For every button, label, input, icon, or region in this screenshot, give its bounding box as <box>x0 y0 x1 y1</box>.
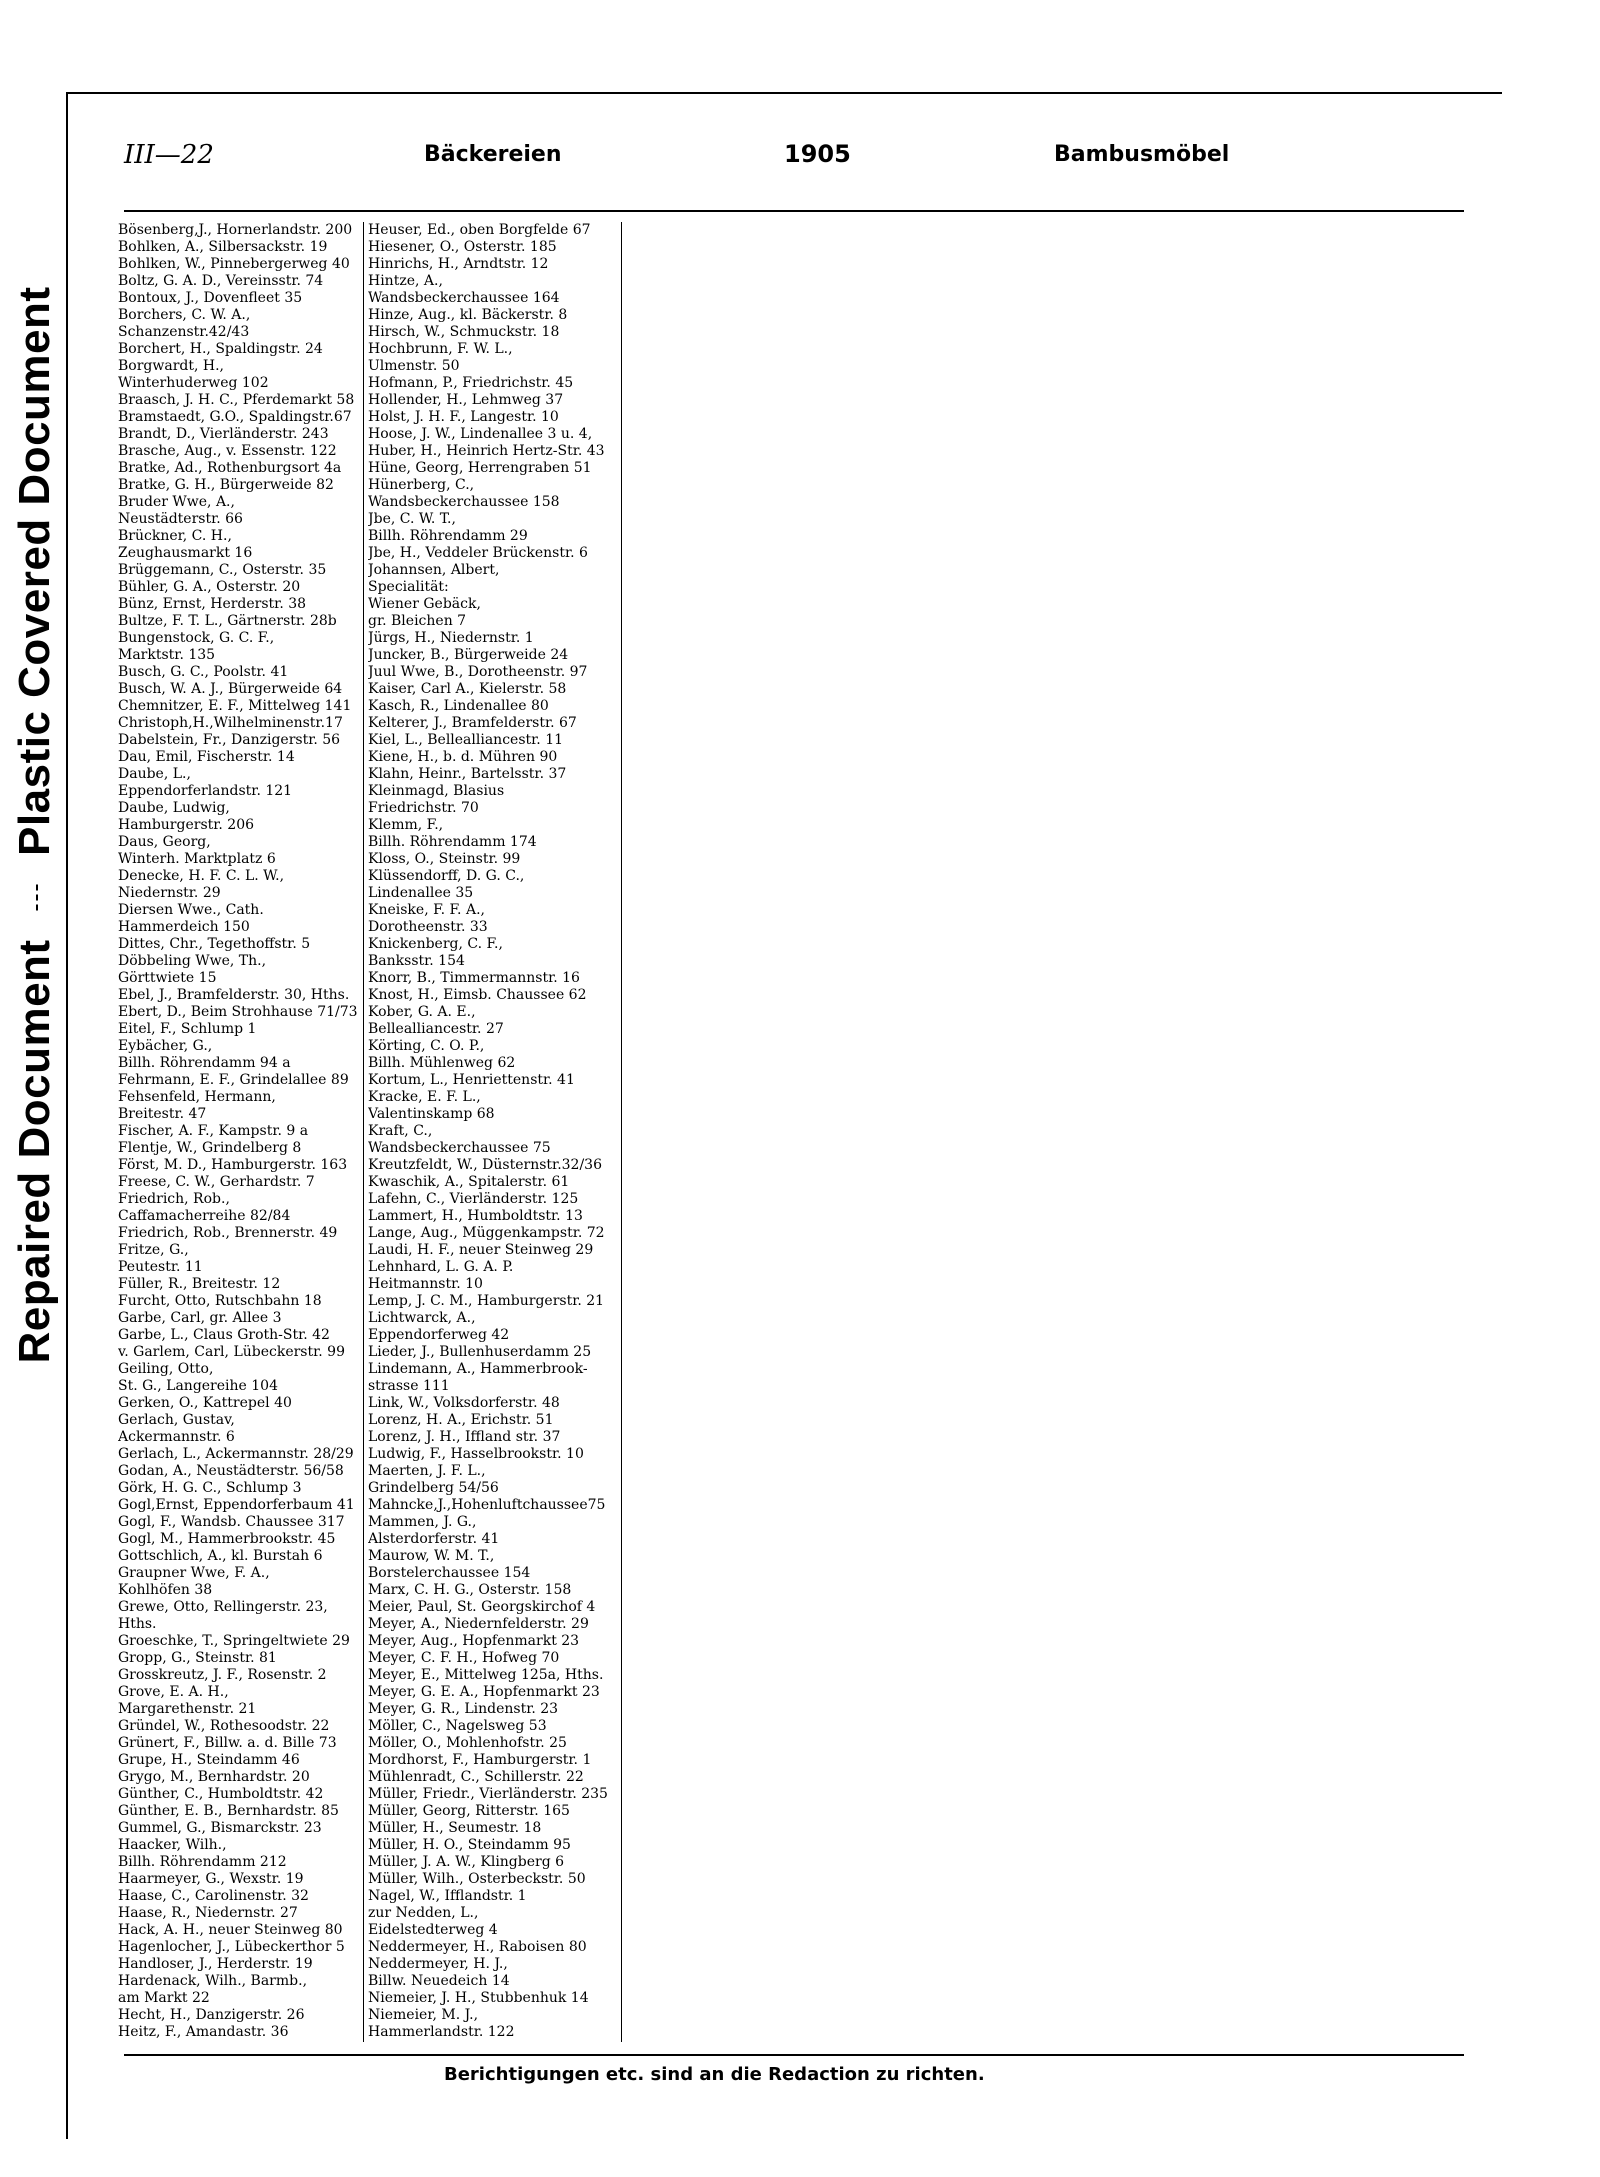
column-line: Busch, W. A. J., Bürgerweide 64 <box>118 681 343 697</box>
column-line: Grygo, M., Bernhardstr. 20 <box>118 1769 310 1785</box>
column-line: Hack, A. H., neuer Steinweg 80 <box>118 1922 343 1938</box>
column-line: Neddermeyer, H., Raboisen 80 <box>368 1939 587 1955</box>
column-line: Ebert, D., Beim Strohhause 71/73 <box>118 1004 358 1020</box>
column-line: Margarethenstr. 21 <box>118 1701 257 1717</box>
column-line: Bratke, Ad., Rothenburgsort 4a <box>118 460 342 476</box>
column-line: Diersen Wwe., Cath. <box>118 902 264 918</box>
column-line: Müller, Wilh., Osterbeckstr. 50 <box>368 1871 586 1887</box>
document-stamp <box>0 260 70 1390</box>
column-line: Bontoux, J., Dovenfleet 35 <box>118 290 303 306</box>
column-line: Lemp, J. C. M., Hamburgerstr. 21 <box>368 1293 605 1309</box>
column-line: Kloss, O., Steinstr. 99 <box>368 851 521 867</box>
column-line: Ebel, J., Bramfelderstr. 30, Hths. <box>118 987 350 1003</box>
column-line: Hirsch, W., Schmuckstr. 18 <box>368 324 560 340</box>
column-line: Dorotheenstr. 33 <box>368 919 488 935</box>
column-line: Dabelstein, Fr., Danzigerstr. 56 <box>118 732 341 748</box>
column-line: Fehsenfeld, Hermann, <box>118 1089 276 1105</box>
column-line: Peutestr. 11 <box>118 1259 203 1275</box>
column-line: Eitel, F., Schlump 1 <box>118 1021 257 1037</box>
column-line: Hecht, H., Danzigerstr. 26 <box>118 2007 305 2023</box>
column-line: Huber, H., Heinrich Hertz-Str. 43 <box>368 443 605 459</box>
column-line: Kleinmagd, Blasius <box>368 783 505 799</box>
column-line: Klahn, Heinr., Bartelsstr. 37 <box>368 766 567 782</box>
column-line: Hochbrunn, F. W. L., <box>368 341 513 357</box>
column-line: Först, M. D., Hamburgerstr. 163 <box>118 1157 348 1173</box>
column-line: Meyer, G. E. A., Hopfenmarkt 23 <box>368 1684 600 1700</box>
column-line: Kohlhöfen 38 <box>118 1582 213 1598</box>
column-1 <box>118 222 368 2042</box>
column-line: Gerken, O., Kattrepel 40 <box>118 1395 292 1411</box>
column-line: Schanzenstr.42/43 <box>118 324 250 340</box>
column-line: Eidelstedterweg 4 <box>368 1922 498 1938</box>
column-line: Friedrichstr. 70 <box>368 800 479 816</box>
column-line: Gummel, G., Bismarckstr. 23 <box>118 1820 322 1836</box>
header-year: 1905 <box>784 140 851 168</box>
column-line: Brüggemann, C., Osterstr. 35 <box>118 562 327 578</box>
column-line: Knost, H., Eimsb. Chaussee 62 <box>368 987 587 1003</box>
column-line: Wandsbeckerchaussee 158 <box>368 494 560 510</box>
column-line: Meier, Paul, St. Georgskirchof 4 <box>368 1599 596 1615</box>
column-line: Füller, R., Breitestr. 12 <box>118 1276 281 1292</box>
column-separator <box>621 222 622 2042</box>
column-line <box>368 2041 618 2042</box>
column-line: Gründel, W., Rothesoodstr. 22 <box>118 1718 330 1734</box>
column-line: Niemeier, M. J., <box>368 2007 479 2023</box>
column-line: Haase, R., Niedernstr. 27 <box>118 1905 298 1921</box>
column-line: Furcht, Otto, Rutschbahn 18 <box>118 1293 322 1309</box>
column-line: Gerlach, Gustav, <box>118 1412 235 1428</box>
column-line: Körting, C. O. P., <box>368 1038 485 1054</box>
column-line: Meyer, C. F. H., Hofweg 70 <box>368 1650 560 1666</box>
column-line: Specialität: <box>368 579 449 595</box>
column-line: Breitestr. 47 <box>118 1106 207 1122</box>
column-line: Gogl,Ernst, Eppendorferbaum 41 <box>118 1497 355 1513</box>
column-line: Juul Wwe, B., Dorotheenstr. 97 <box>368 664 588 680</box>
column-line: Brückner, C. H., <box>118 528 232 544</box>
column-line: strasse 111 <box>368 1378 450 1394</box>
column-line: Jbe, H., Veddeler Brückenstr. 6 <box>368 545 588 561</box>
header-right-title: Bambusmöbel <box>1054 142 1230 167</box>
column-line: Gropp, G., Steinstr. 81 <box>118 1650 277 1666</box>
column-line: Neustädterstr. 66 <box>118 511 243 527</box>
column-line: Bramstaedt, G.O., Spaldingstr.67 <box>118 409 352 425</box>
column-line: Hths. <box>118 1616 157 1632</box>
column-line: Wandsbeckerchaussee 164 <box>368 290 560 306</box>
column-line: Grupe, H., Steindamm 46 <box>118 1752 300 1768</box>
column-line: Lindemann, A., Hammerbrook- <box>368 1361 588 1377</box>
column-line: Borchert, H., Spaldingstr. 24 <box>118 341 323 357</box>
column-line: Hardenack, Wilh., Barmb., <box>118 1973 308 1989</box>
column-line: Gogl, M., Hammerbrookstr. 45 <box>118 1531 336 1547</box>
column-line: Hinze, Aug., kl. Bäckerstr. 8 <box>368 307 568 323</box>
column-line: Handloser, J., Herderstr. 19 <box>118 1956 313 1972</box>
column-line: Müller, H. O., Steindamm 95 <box>368 1837 571 1853</box>
column-line: Alsterdorferstr. 41 <box>368 1531 500 1547</box>
column-line: Valentinskamp 68 <box>368 1106 495 1122</box>
column-line: Eppendorferlandstr. 121 <box>118 783 293 799</box>
column-2 <box>368 222 618 2042</box>
page-code: III—22 <box>124 140 214 170</box>
column-line: Knickenberg, C. F., <box>368 936 503 952</box>
column-line: Eppendorferweg 42 <box>368 1327 510 1343</box>
column-line: Lange, Aug., Müggenkampstr. 72 <box>368 1225 605 1241</box>
column-line: Müller, J. A. W., Klingberg 6 <box>368 1854 565 1870</box>
column-line: Hofmann, P., Friedrichstr. 45 <box>368 375 574 391</box>
column-line: Maerten, J. F. L., <box>368 1463 486 1479</box>
column-line: Bohlken, A., Silbersackstr. 19 <box>118 239 328 255</box>
column-line: Freese, C. W., Gerhardstr. 7 <box>118 1174 315 1190</box>
column-line: Lorenz, J. H., Iffland str. 37 <box>368 1429 561 1445</box>
column-line: Kracke, E. F. L., <box>368 1089 481 1105</box>
column-line: Lehnhard, L. G. A. P. <box>368 1259 514 1275</box>
column-line: Niedernstr. 29 <box>118 885 221 901</box>
column-line: Nagel, W., Ifflandstr. 1 <box>368 1888 527 1904</box>
column-line: Hagenlocher, J., Lübeckerthor 5 <box>118 1939 345 1955</box>
column-line: Kiene, H., b. d. Mühren 90 <box>368 749 558 765</box>
column-line: Lieder, J., Bullenhuserdamm 25 <box>368 1344 592 1360</box>
column-line: Bungenstock, G. C. F., <box>118 630 275 646</box>
column-line: Caffamacherreihe 82/84 <box>118 1208 291 1224</box>
column-line: Kiel, L., Bellealliancestr. 11 <box>368 732 564 748</box>
column-line: Maurow, W. M. T., <box>368 1548 495 1564</box>
column-line: Lafehn, C., Vierländerstr. 125 <box>368 1191 579 1207</box>
column-line: Haacker, Wilh., <box>118 1837 227 1853</box>
column-line: Denecke, H. F. C. L. W., <box>118 868 285 884</box>
column-line: Kneiske, F. F. A., <box>368 902 485 918</box>
column-line: Garbe, Carl, gr. Allee 3 <box>118 1310 282 1326</box>
column-line: Mordhorst, F., Hamburgerstr. 1 <box>368 1752 592 1768</box>
column-line: Geiling, Otto, <box>118 1361 214 1377</box>
column-line: Bratke, G. H., Bürgerweide 82 <box>118 477 334 493</box>
column-line: gr. Bleichen 7 <box>368 613 467 629</box>
column-line: Mammen, J. G., <box>368 1514 477 1530</box>
page-footer <box>124 2054 1464 2094</box>
column-line: Brasche, Aug., v. Essenstr. 122 <box>118 443 337 459</box>
column-line: Garbe, L., Claus Groth-Str. 42 <box>118 1327 330 1343</box>
column-line: Günther, E. B., Bernhardstr. 85 <box>118 1803 339 1819</box>
column-line: Meyer, E., Mittelweg 125a, Hths. <box>368 1667 604 1683</box>
column-line: Jürgs, H., Niedernstr. 1 <box>368 630 534 646</box>
column-line: Flentje, W., Grindelberg 8 <box>118 1140 302 1156</box>
column-line: Graupner Wwe, F. A., <box>118 1565 270 1581</box>
column-line: Kober, G. A. E., <box>368 1004 476 1020</box>
column-line: Heitz, F., Amandastr. 36 <box>118 2024 289 2040</box>
column-line: Daus, Georg, <box>118 834 211 850</box>
column-line: Möller, O., Mohlenhofstr. 25 <box>368 1735 567 1751</box>
column-line: Gottschlich, A., kl. Burstah 6 <box>118 1548 323 1564</box>
column-line: Haarmeyer, G., Wexstr. 19 <box>118 1871 304 1887</box>
column-line: Laudi, H. F., neuer Steinweg 29 <box>368 1242 594 1258</box>
column-line: Klemm, F., <box>368 817 444 833</box>
column-line: Hintze, A., <box>368 273 443 289</box>
column-line: Johannsen, Albert, <box>368 562 500 578</box>
column-line: St. G., Langereihe 104 <box>118 1378 278 1394</box>
column-line: Fehrmann, E. F., Grindelallee 89 <box>118 1072 349 1088</box>
column-line: Wiener Gebäck, <box>368 596 481 612</box>
column-line: Lorenz, H. A., Erichstr. 51 <box>368 1412 554 1428</box>
column-line: Billh. Mühlenweg 62 <box>368 1055 516 1071</box>
column-line: Zeughausmarkt 16 <box>118 545 253 561</box>
column-line: Knorr, B., Timmermannstr. 16 <box>368 970 580 986</box>
column-line: Grewe, Otto, Rellingerstr. 23, <box>118 1599 328 1615</box>
column-line: Meyer, Aug., Hopfenmarkt 23 <box>368 1633 580 1649</box>
column-line: Kreutzfeldt, W., Düsternstr.32/36 <box>368 1157 602 1173</box>
column-line: Friedrich, Rob., <box>118 1191 230 1207</box>
column-line: Jbe, C. W. T., <box>368 511 456 527</box>
column-line: Mahncke,J.,Hohenluftchaussee75 <box>368 1497 606 1513</box>
column-line: Bohlken, W., Pinnebergerweg 40 <box>118 256 350 272</box>
column-line: Boltz, G. A. D., Vereinsstr. 74 <box>118 273 324 289</box>
column-line: Hammerlandstr. 122 <box>368 2024 515 2040</box>
column-line: Grünert, F., Billw. a. d. Bille 73 <box>118 1735 337 1751</box>
column-line: Mühlenradt, C., Schillerstr. 22 <box>368 1769 584 1785</box>
column-line: Bünz, Ernst, Herderstr. 38 <box>118 596 307 612</box>
column-line: Marx, C. H. G., Osterstr. 158 <box>368 1582 572 1598</box>
column-line: Hamburgerstr. 206 <box>118 817 255 833</box>
column-line: Kaiser, Carl A., Kielerstr. 58 <box>368 681 567 697</box>
column-line: Hinrichs, H., Arndtstr. 12 <box>368 256 549 272</box>
column-line: Kelterer, J., Bramfelderstr. 67 <box>368 715 577 731</box>
column-line: Godan, A., Neustädterstr. 56/58 <box>118 1463 344 1479</box>
column-line: Billh. Röhrendamm 174 <box>368 834 537 850</box>
column-line: Holst, J. H. F., Langestr. 10 <box>368 409 559 425</box>
header-left-title: Bäckereien <box>424 142 562 167</box>
column-line: Kortum, L., Henriettenstr. 41 <box>368 1072 575 1088</box>
column-line: Christoph,H.,Wilhelminenstr.17 <box>118 715 343 731</box>
document-sheet <box>66 92 1502 2139</box>
column-line: Chemnitzer, E. F., Mittelweg 141 <box>118 698 352 714</box>
stamp-right-text: Plastic Covered Document <box>10 286 59 856</box>
column-line: Meyer, A., Niedernfelderstr. 29 <box>368 1616 589 1632</box>
column-line: Hammerdeich 150 <box>118 919 250 935</box>
column-line: Lindenallee 35 <box>368 885 474 901</box>
column-line: Heuser, Ed., oben Borgfelde 67 <box>368 222 591 238</box>
column-line: Hoose, J. W., Lindenallee 3 u. 4, <box>368 426 593 442</box>
column-line: Juncker, B., Bürgerweide 24 <box>368 647 569 663</box>
column-line: Ludwig, F., Hasselbrookstr. 10 <box>368 1446 584 1462</box>
column-line: Groeschke, T., Springeltwiete 29 <box>118 1633 350 1649</box>
column-line: Lammert, H., Humboldtstr. 13 <box>368 1208 583 1224</box>
column-line: Haase, C., Carolinenstr. 32 <box>118 1888 309 1904</box>
column-line: Billh. Röhrendamm 29 <box>368 528 528 544</box>
column-line: Borstelerchaussee 154 <box>368 1565 531 1581</box>
stamp-separator <box>36 885 38 911</box>
column-separator <box>363 222 364 2042</box>
column-line: Billh. Röhrendamm 212 <box>118 1854 287 1870</box>
column-line: Ackermannstr. 6 <box>118 1429 235 1445</box>
column-line: Winterhuderweg 102 <box>118 375 269 391</box>
column-line: Grove, E. A. H., <box>118 1684 229 1700</box>
column-line: Lichtwarck, A., <box>368 1310 476 1326</box>
footer-text: Berichtigungen etc. sind an die Redaction zu richten. <box>444 2064 985 2085</box>
column-line: Meyer, G. R., Lindenstr. 23 <box>368 1701 559 1717</box>
column-line: v. Garlem, Carl, Lübeckerstr. 99 <box>118 1344 345 1360</box>
column-line: Grosskreutz, J. F., Rosenstr. 2 <box>118 1667 327 1683</box>
column-line: Bösenberg,J., Hornerlandstr. 200 <box>118 222 353 238</box>
column-line: Möller, C., Nagelsweg 53 <box>368 1718 547 1734</box>
column-line: Kwaschik, A., Spitalerstr. 61 <box>368 1174 570 1190</box>
column-line: Kraft, C., <box>368 1123 433 1139</box>
column-line: Heitmannstr. 10 <box>368 1276 483 1292</box>
column-line: Müller, Friedr., Vierländerstr. 235 <box>368 1786 608 1802</box>
column-line: Hiesener, O., Osterstr. 185 <box>368 239 557 255</box>
column-line: Neddermeyer, H. J., <box>368 1956 508 1972</box>
column-line: Dau, Emil, Fischerstr. 14 <box>118 749 295 765</box>
column-line: Daube, L., <box>118 766 191 782</box>
column-line: Grindelberg 54/56 <box>368 1480 499 1496</box>
column-line: Fischer, A. F., Kampstr. 9 a <box>118 1123 309 1139</box>
column-line: Dittes, Chr., Tegethoffstr. 5 <box>118 936 311 952</box>
column-line: Kasch, R., Lindenallee 80 <box>368 698 549 714</box>
column-line: Klüssendorff, D. G. C., <box>368 868 525 884</box>
page-header <box>124 134 1464 178</box>
column-line: Marktstr. 135 <box>118 647 216 663</box>
column-line: Winterh. Marktplatz 6 <box>118 851 276 867</box>
column-line: Braasch, J. H. C., Pferdemarkt 58 <box>118 392 355 408</box>
column-line: Müller, H., Seumestr. 18 <box>368 1820 542 1836</box>
document-stamp-text <box>10 286 60 1363</box>
column-line: Billh. Röhrendamm 94 a <box>118 1055 291 1071</box>
column-line: Link, W., Volksdorferstr. 48 <box>368 1395 560 1411</box>
stamp-left-text: Repaired Document <box>10 939 59 1364</box>
column-line: Billw. Neuedeich 14 <box>368 1973 510 1989</box>
column-line: Borchers, C. W. A., <box>118 307 251 323</box>
column-line: Hollender, H., Lehmweg 37 <box>368 392 564 408</box>
column-line: Görk, H. G. C., Schlump 3 <box>118 1480 302 1496</box>
column-line: Bruder Wwe, A., <box>118 494 235 510</box>
column-line: Banksstr. 154 <box>368 953 465 969</box>
column-line: Döbbeling Wwe, Th., <box>118 953 267 969</box>
column-line: Bühler, G. A., Osterstr. 20 <box>118 579 301 595</box>
column-line: Wandsbeckerchaussee 75 <box>368 1140 551 1156</box>
footer-rule <box>124 2054 1464 2056</box>
column-line: Eybächer, G., <box>118 1038 213 1054</box>
column-line: zur Nedden, L., <box>368 1905 479 1921</box>
column-line: Daube, Ludwig, <box>118 800 230 816</box>
column-line: Friedrich, Rob., Brennerstr. 49 <box>118 1225 338 1241</box>
header-rule <box>124 210 1464 212</box>
column-line: am Markt 22 <box>118 1990 210 2006</box>
column-line: Görttwiete 15 <box>118 970 217 986</box>
column-line: Bellealliancestr. 27 <box>368 1021 504 1037</box>
column-line: Gerlach, L., Ackermannstr. 28/29 <box>118 1446 354 1462</box>
column-line: Gogl, F., Wandsb. Chaussee 317 <box>118 1514 345 1530</box>
column-line: Borgwardt, H., <box>118 358 224 374</box>
column-line: Ulmenstr. 50 <box>368 358 460 374</box>
column-line: Busch, G. C., Poolstr. 41 <box>118 664 289 680</box>
column-line: Fritze, G., <box>118 1242 189 1258</box>
column-line: Niemeier, J. H., Stubbenhuk 14 <box>368 1990 589 2006</box>
column-line: Günther, C., Humboldtstr. 42 <box>118 1786 324 1802</box>
column-line <box>118 2041 368 2042</box>
column-line: Brandt, D., Vierländerstr. 243 <box>118 426 329 442</box>
column-line: Müller, Georg, Ritterstr. 165 <box>368 1803 570 1819</box>
column-line: Hüne, Georg, Herrengraben 51 <box>368 460 592 476</box>
column-line: Hünerberg, C., <box>368 477 475 493</box>
column-line: Bultze, F. T. L., Gärtnerstr. 28b <box>118 613 337 629</box>
